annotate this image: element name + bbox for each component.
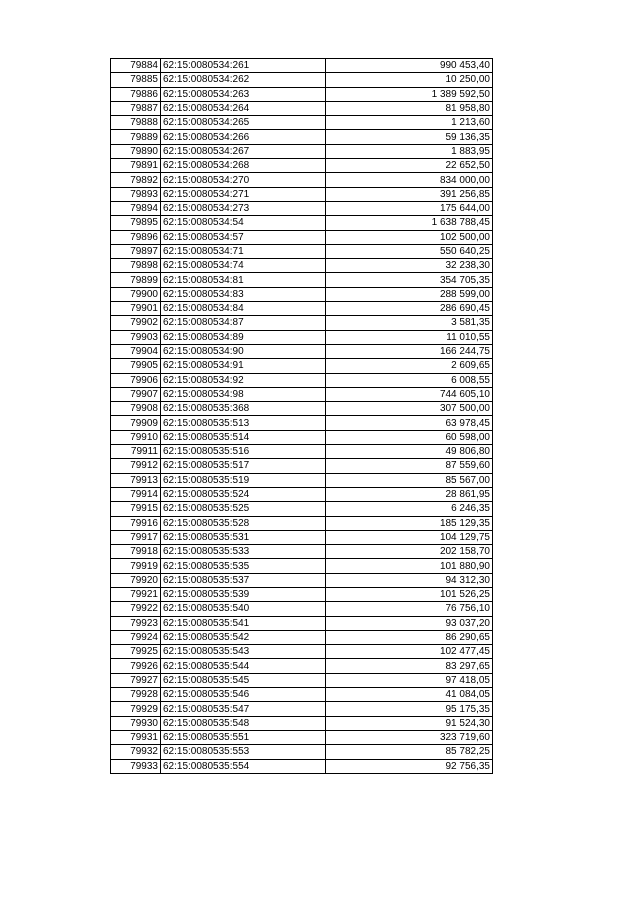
- table-row: [111, 459, 493, 473]
- cadastral-number-cell: 62:15:0080534:270: [161, 173, 326, 187]
- cadastral-number-cell: 62:15:0080534:91: [161, 359, 326, 373]
- cadastral-number-cell: 62:15:0080535:547: [161, 702, 326, 716]
- cadastral-number-cell: 62:15:0080534:98: [161, 387, 326, 401]
- cadastral-value-cell: 81 958,80: [326, 101, 493, 115]
- cadastral-number-cell: 62:15:0080534:54: [161, 216, 326, 230]
- table-row: [111, 302, 493, 316]
- table-row: [111, 702, 493, 716]
- table-row: [111, 473, 493, 487]
- table-row: [111, 101, 493, 115]
- cadastral-value-cell: 354 705,35: [326, 273, 493, 287]
- cadastral-value-cell: 286 690,45: [326, 302, 493, 316]
- cadastral-value-cell: 28 861,95: [326, 487, 493, 501]
- cadastral-number-cell: 62:15:0080534:265: [161, 116, 326, 130]
- cadastral-value-cell: 834 000,00: [326, 173, 493, 187]
- cadastral-number-cell: 62:15:0080535:519: [161, 473, 326, 487]
- cadastral-number-cell: 62:15:0080535:514: [161, 430, 326, 444]
- cadastral-value-cell: 391 256,85: [326, 187, 493, 201]
- row-number-cell: 79926: [111, 659, 161, 673]
- table-row: [111, 73, 493, 87]
- cadastral-number-cell: 62:15:0080534:89: [161, 330, 326, 344]
- cadastral-number-cell: 62:15:0080535:544: [161, 659, 326, 673]
- table-row: [111, 259, 493, 273]
- row-number-cell: 79895: [111, 216, 161, 230]
- table-row: [111, 587, 493, 601]
- cadastral-number-cell: 62:15:0080534:273: [161, 201, 326, 215]
- cadastral-number-cell: 62:15:0080535:525: [161, 502, 326, 516]
- cadastral-value-cell: 94 312,30: [326, 573, 493, 587]
- cadastral-number-cell: 62:15:0080534:263: [161, 87, 326, 101]
- cadastral-value-cell: 102 500,00: [326, 230, 493, 244]
- table-row: [111, 759, 493, 773]
- row-number-cell: 79909: [111, 416, 161, 430]
- cadastral-value-cell: 1 389 592,50: [326, 87, 493, 101]
- row-number-cell: 79884: [111, 59, 161, 73]
- table-row: [111, 59, 493, 73]
- table-row: [111, 316, 493, 330]
- cadastral-value-cell: 1 213,60: [326, 116, 493, 130]
- cadastral-value-cell: 41 084,05: [326, 688, 493, 702]
- cadastral-value-cell: 102 477,45: [326, 645, 493, 659]
- table-row: [111, 559, 493, 573]
- table-row: [111, 230, 493, 244]
- row-number-cell: 79920: [111, 573, 161, 587]
- table-row: [111, 116, 493, 130]
- table-row: [111, 402, 493, 416]
- table-row: [111, 201, 493, 215]
- table-row: [111, 616, 493, 630]
- table-row: [111, 445, 493, 459]
- cadastral-value-cell: 166 244,75: [326, 344, 493, 358]
- cadastral-number-cell: 62:15:0080534:74: [161, 259, 326, 273]
- row-number-cell: 79931: [111, 730, 161, 744]
- cadastral-value-cell: 323 719,60: [326, 730, 493, 744]
- row-number-cell: 79899: [111, 273, 161, 287]
- cadastral-value-cell: 175 644,00: [326, 201, 493, 215]
- cadastral-number-cell: 62:15:0080535:516: [161, 445, 326, 459]
- cadastral-number-cell: 62:15:0080535:553: [161, 745, 326, 759]
- cadastral-value-cell: 6 246,35: [326, 502, 493, 516]
- cadastral-value-cell: 2 609,65: [326, 359, 493, 373]
- cadastral-number-cell: 62:15:0080535:548: [161, 716, 326, 730]
- row-number-cell: 79888: [111, 116, 161, 130]
- cadastral-value-cell: 92 756,35: [326, 759, 493, 773]
- row-number-cell: 79906: [111, 373, 161, 387]
- cadastral-value-cell: 59 136,35: [326, 130, 493, 144]
- cadastral-number-cell: 62:15:0080535:524: [161, 487, 326, 501]
- cadastral-value-cell: 1 638 788,45: [326, 216, 493, 230]
- cadastral-value-cell: 1 883,95: [326, 144, 493, 158]
- row-number-cell: 79898: [111, 259, 161, 273]
- cadastral-number-cell: 62:15:0080534:84: [161, 302, 326, 316]
- cadastral-value-cell: 60 598,00: [326, 430, 493, 444]
- row-number-cell: 79922: [111, 602, 161, 616]
- cadastral-value-cell: 3 581,35: [326, 316, 493, 330]
- table-row: [111, 273, 493, 287]
- row-number-cell: 79902: [111, 316, 161, 330]
- table-row: [111, 173, 493, 187]
- row-number-cell: 79903: [111, 330, 161, 344]
- table-row: [111, 144, 493, 158]
- table-row: [111, 673, 493, 687]
- row-number-cell: 79912: [111, 459, 161, 473]
- cadastral-value-cell: 307 500,00: [326, 402, 493, 416]
- table-row: [111, 645, 493, 659]
- cadastral-value-cell: 202 158,70: [326, 545, 493, 559]
- table-row: [111, 216, 493, 230]
- cadastral-number-cell: 62:15:0080534:262: [161, 73, 326, 87]
- row-number-cell: 79892: [111, 173, 161, 187]
- cadastral-number-cell: 62:15:0080535:531: [161, 530, 326, 544]
- row-number-cell: 79915: [111, 502, 161, 516]
- cadastral-number-cell: 62:15:0080535:537: [161, 573, 326, 587]
- table-row: [111, 688, 493, 702]
- table-row: [111, 287, 493, 301]
- row-number-cell: 79910: [111, 430, 161, 444]
- table-row: [111, 602, 493, 616]
- row-number-cell: 79932: [111, 745, 161, 759]
- row-number-cell: 79901: [111, 302, 161, 316]
- cadastral-value-cell: 22 652,50: [326, 159, 493, 173]
- cadastral-number-cell: 62:15:0080534:266: [161, 130, 326, 144]
- cadastral-value-cell: 744 605,10: [326, 387, 493, 401]
- table-row: [111, 430, 493, 444]
- table-row: [111, 716, 493, 730]
- row-number-cell: 79929: [111, 702, 161, 716]
- table-row: [111, 244, 493, 258]
- cadastral-value-cell: 10 250,00: [326, 73, 493, 87]
- cadastral-number-cell: 62:15:0080534:87: [161, 316, 326, 330]
- row-number-cell: 79923: [111, 616, 161, 630]
- row-number-cell: 79921: [111, 587, 161, 601]
- row-number-cell: 79916: [111, 516, 161, 530]
- cadastral-number-cell: 62:15:0080535:513: [161, 416, 326, 430]
- cadastral-value-cell: 6 008,55: [326, 373, 493, 387]
- cadastral-number-cell: 62:15:0080534:90: [161, 344, 326, 358]
- cadastral-value-cell: 87 559,60: [326, 459, 493, 473]
- row-number-cell: 79894: [111, 201, 161, 215]
- cadastral-number-cell: 62:15:0080535:543: [161, 645, 326, 659]
- cadastral-value-cell: 288 599,00: [326, 287, 493, 301]
- table-row: [111, 416, 493, 430]
- cadastral-number-cell: 62:15:0080534:83: [161, 287, 326, 301]
- cadastral-value-cell: 83 297,65: [326, 659, 493, 673]
- table-row: [111, 187, 493, 201]
- cadastral-number-cell: 62:15:0080535:535: [161, 559, 326, 573]
- row-number-cell: 79918: [111, 545, 161, 559]
- table-row: [111, 373, 493, 387]
- row-number-cell: 79930: [111, 716, 161, 730]
- row-number-cell: 79887: [111, 101, 161, 115]
- cadastral-number-cell: 62:15:0080535:533: [161, 545, 326, 559]
- row-number-cell: 79889: [111, 130, 161, 144]
- row-number-cell: 79896: [111, 230, 161, 244]
- table-row: [111, 359, 493, 373]
- row-number-cell: 79907: [111, 387, 161, 401]
- table-row: [111, 159, 493, 173]
- cadastral-value-cell: 95 175,35: [326, 702, 493, 716]
- cadastral-number-cell: 62:15:0080535:539: [161, 587, 326, 601]
- row-number-cell: 79886: [111, 87, 161, 101]
- cadastral-value-cell: 63 978,45: [326, 416, 493, 430]
- cadastral-number-cell: 62:15:0080535:528: [161, 516, 326, 530]
- cadastral-number-cell: 62:15:0080535:546: [161, 688, 326, 702]
- table-row: [111, 330, 493, 344]
- table-row: [111, 659, 493, 673]
- table-row: [111, 487, 493, 501]
- cadastral-value-cell: 91 524,30: [326, 716, 493, 730]
- row-number-cell: 79933: [111, 759, 161, 773]
- row-number-cell: 79911: [111, 445, 161, 459]
- cadastral-value-cell: 93 037,20: [326, 616, 493, 630]
- row-number-cell: 79890: [111, 144, 161, 158]
- cadastral-number-cell: 62:15:0080534:57: [161, 230, 326, 244]
- row-number-cell: 79914: [111, 487, 161, 501]
- table-row: [111, 87, 493, 101]
- table-row: [111, 745, 493, 759]
- cadastral-number-cell: 62:15:0080535:542: [161, 630, 326, 644]
- cadastral-value-cell: 85 782,25: [326, 745, 493, 759]
- cadastral-number-cell: 62:15:0080534:268: [161, 159, 326, 173]
- table-row: [111, 387, 493, 401]
- row-number-cell: 79897: [111, 244, 161, 258]
- cadastral-value-cell: 990 453,40: [326, 59, 493, 73]
- cadastral-number-cell: 62:15:0080534:81: [161, 273, 326, 287]
- row-number-cell: 79905: [111, 359, 161, 373]
- row-number-cell: 79924: [111, 630, 161, 644]
- table-row: [111, 502, 493, 516]
- cadastral-number-cell: 62:15:0080534:92: [161, 373, 326, 387]
- table-row: [111, 730, 493, 744]
- cadastral-value-cell: 550 640,25: [326, 244, 493, 258]
- cadastral-value-cell: 49 806,80: [326, 445, 493, 459]
- cadastral-value-cell: 101 880,90: [326, 559, 493, 573]
- table-row: [111, 630, 493, 644]
- row-number-cell: 79908: [111, 402, 161, 416]
- cadastral-value-table: [110, 58, 493, 774]
- table-row: [111, 545, 493, 559]
- row-number-cell: 79927: [111, 673, 161, 687]
- row-number-cell: 79900: [111, 287, 161, 301]
- row-number-cell: 79928: [111, 688, 161, 702]
- table-body: [111, 59, 493, 774]
- cadastral-value-cell: 86 290,65: [326, 630, 493, 644]
- cadastral-value-cell: 85 567,00: [326, 473, 493, 487]
- cadastral-value-cell: 97 418,05: [326, 673, 493, 687]
- cadastral-number-cell: 62:15:0080534:271: [161, 187, 326, 201]
- row-number-cell: 79904: [111, 344, 161, 358]
- row-number-cell: 79917: [111, 530, 161, 544]
- cadastral-number-cell: 62:15:0080534:261: [161, 59, 326, 73]
- row-number-cell: 79913: [111, 473, 161, 487]
- cadastral-value-cell: 101 526,25: [326, 587, 493, 601]
- table-row: [111, 573, 493, 587]
- cadastral-value-cell: 32 238,30: [326, 259, 493, 273]
- cadastral-number-cell: 62:15:0080535:517: [161, 459, 326, 473]
- row-number-cell: 79893: [111, 187, 161, 201]
- table-row: [111, 344, 493, 358]
- row-number-cell: 79919: [111, 559, 161, 573]
- cadastral-value-cell: 185 129,35: [326, 516, 493, 530]
- row-number-cell: 79891: [111, 159, 161, 173]
- row-number-cell: 79885: [111, 73, 161, 87]
- cadastral-value-cell: 11 010,55: [326, 330, 493, 344]
- table-row: [111, 530, 493, 544]
- cadastral-value-cell: 76 756,10: [326, 602, 493, 616]
- table-row: [111, 516, 493, 530]
- cadastral-number-cell: 62:15:0080535:541: [161, 616, 326, 630]
- cadastral-number-cell: 62:15:0080535:540: [161, 602, 326, 616]
- cadastral-number-cell: 62:15:0080535:554: [161, 759, 326, 773]
- cadastral-number-cell: 62:15:0080535:551: [161, 730, 326, 744]
- cadastral-number-cell: 62:15:0080534:267: [161, 144, 326, 158]
- row-number-cell: 79925: [111, 645, 161, 659]
- cadastral-number-cell: 62:15:0080535:368: [161, 402, 326, 416]
- table-row: [111, 130, 493, 144]
- cadastral-value-cell: 104 129,75: [326, 530, 493, 544]
- cadastral-number-cell: 62:15:0080534:71: [161, 244, 326, 258]
- cadastral-number-cell: 62:15:0080535:545: [161, 673, 326, 687]
- cadastral-number-cell: 62:15:0080534:264: [161, 101, 326, 115]
